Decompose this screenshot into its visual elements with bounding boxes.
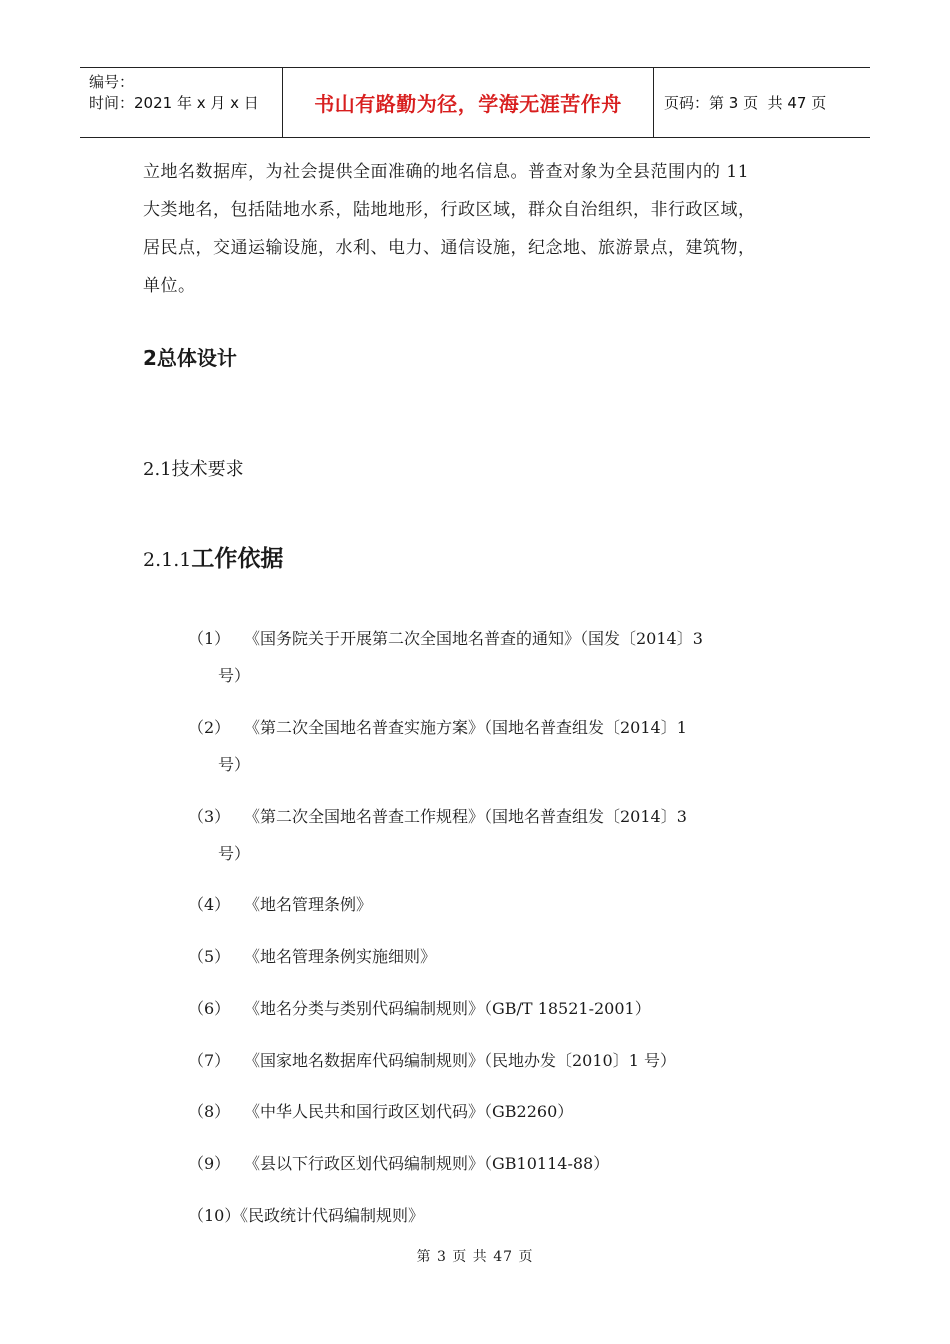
reference-text: 《国务院关于开展第二次全国地名普查的通知》（国发〔2014〕3 [244,629,703,648]
subsubsection-title: 工作依据 [191,546,284,572]
page-header [80,67,870,138]
reference-text: 《地名管理条例实施细则》 [244,947,437,966]
subsection-heading: 2.1技术要求 [143,459,244,480]
reference-text: 《第二次全国地名普查实施方案》（国地名普查组发〔2014〕1 [244,718,687,737]
header-page-number: 页码：第 3 页 共 47 页 [664,94,827,112]
reference-item [188,886,828,923]
intro-line: 立地名数据库，为社会提供全面准确的地名信息。普查对象为全县范围内的 11 [143,162,750,182]
page-footer: 第 3 页 共 47 页 [416,1249,534,1265]
reference-number: （9） [188,1154,231,1173]
reference-number: （6） [188,999,231,1018]
subsubsection-heading [143,540,283,573]
intro-paragraph [143,153,823,305]
reference-item [188,990,828,1027]
reference-item [188,1093,828,1130]
header-motto-cell [282,68,654,137]
reference-item [188,1145,828,1182]
reference-item [188,938,828,975]
doc-time-label: 时间：2021 年 x 月 x 日 [89,94,259,112]
reference-item [188,798,828,872]
reference-number: （10） [188,1206,241,1225]
reference-number: （1） [188,629,231,648]
reference-item [188,1042,828,1079]
reference-text: 《县以下行政区划代码编制规则》（GB10114-88） [244,1154,610,1173]
reference-continuation: 号） [218,666,251,685]
reference-number: （7） [188,1051,231,1070]
intro-line: 居民点，交通运输设施，水利、电力、通信设施，纪念地、旅游景点，建筑物， [143,238,756,258]
reference-number: （3） [188,807,231,826]
reference-text: 《地名分类与类别代码编制规则》（GB/T 18521-2001） [244,999,651,1018]
reference-number: （4） [188,895,231,914]
reference-text: 《中华人民共和国行政区划代码》（GB2260） [244,1102,574,1121]
reference-number: （8） [188,1102,231,1121]
header-info-cell [80,68,282,137]
header-motto: 书山有路勤为径，学海无涯苦作舟 [314,92,622,116]
reference-item [188,620,828,694]
subsubsection-number: 2.1.1 [143,549,192,571]
section-heading: 2总体设计 [143,346,237,370]
header-page-cell [654,68,870,137]
reference-number: （5） [188,947,231,966]
reference-number: （2） [188,718,231,737]
reference-text: 《民政统计代码编制规则》 [232,1206,425,1225]
intro-line: 单位。 [143,276,196,296]
reference-continuation: 号） [218,755,251,774]
intro-line: 大类地名，包括陆地水系，陆地地形，行政区域，群众自治组织，非行政区域， [143,200,756,220]
reference-text: 《第二次全国地名普查工作规程》（国地名普查组发〔2014〕3 [244,807,687,826]
reference-text: 《地名管理条例》 [244,895,373,914]
reference-item [188,1197,828,1234]
doc-number-label: 编号： [89,73,135,91]
reference-continuation: 号） [218,844,251,863]
reference-item [188,709,828,783]
reference-text: 《国家地名数据库代码编制规则》（民地办发〔2010〕1 号） [244,1051,676,1070]
